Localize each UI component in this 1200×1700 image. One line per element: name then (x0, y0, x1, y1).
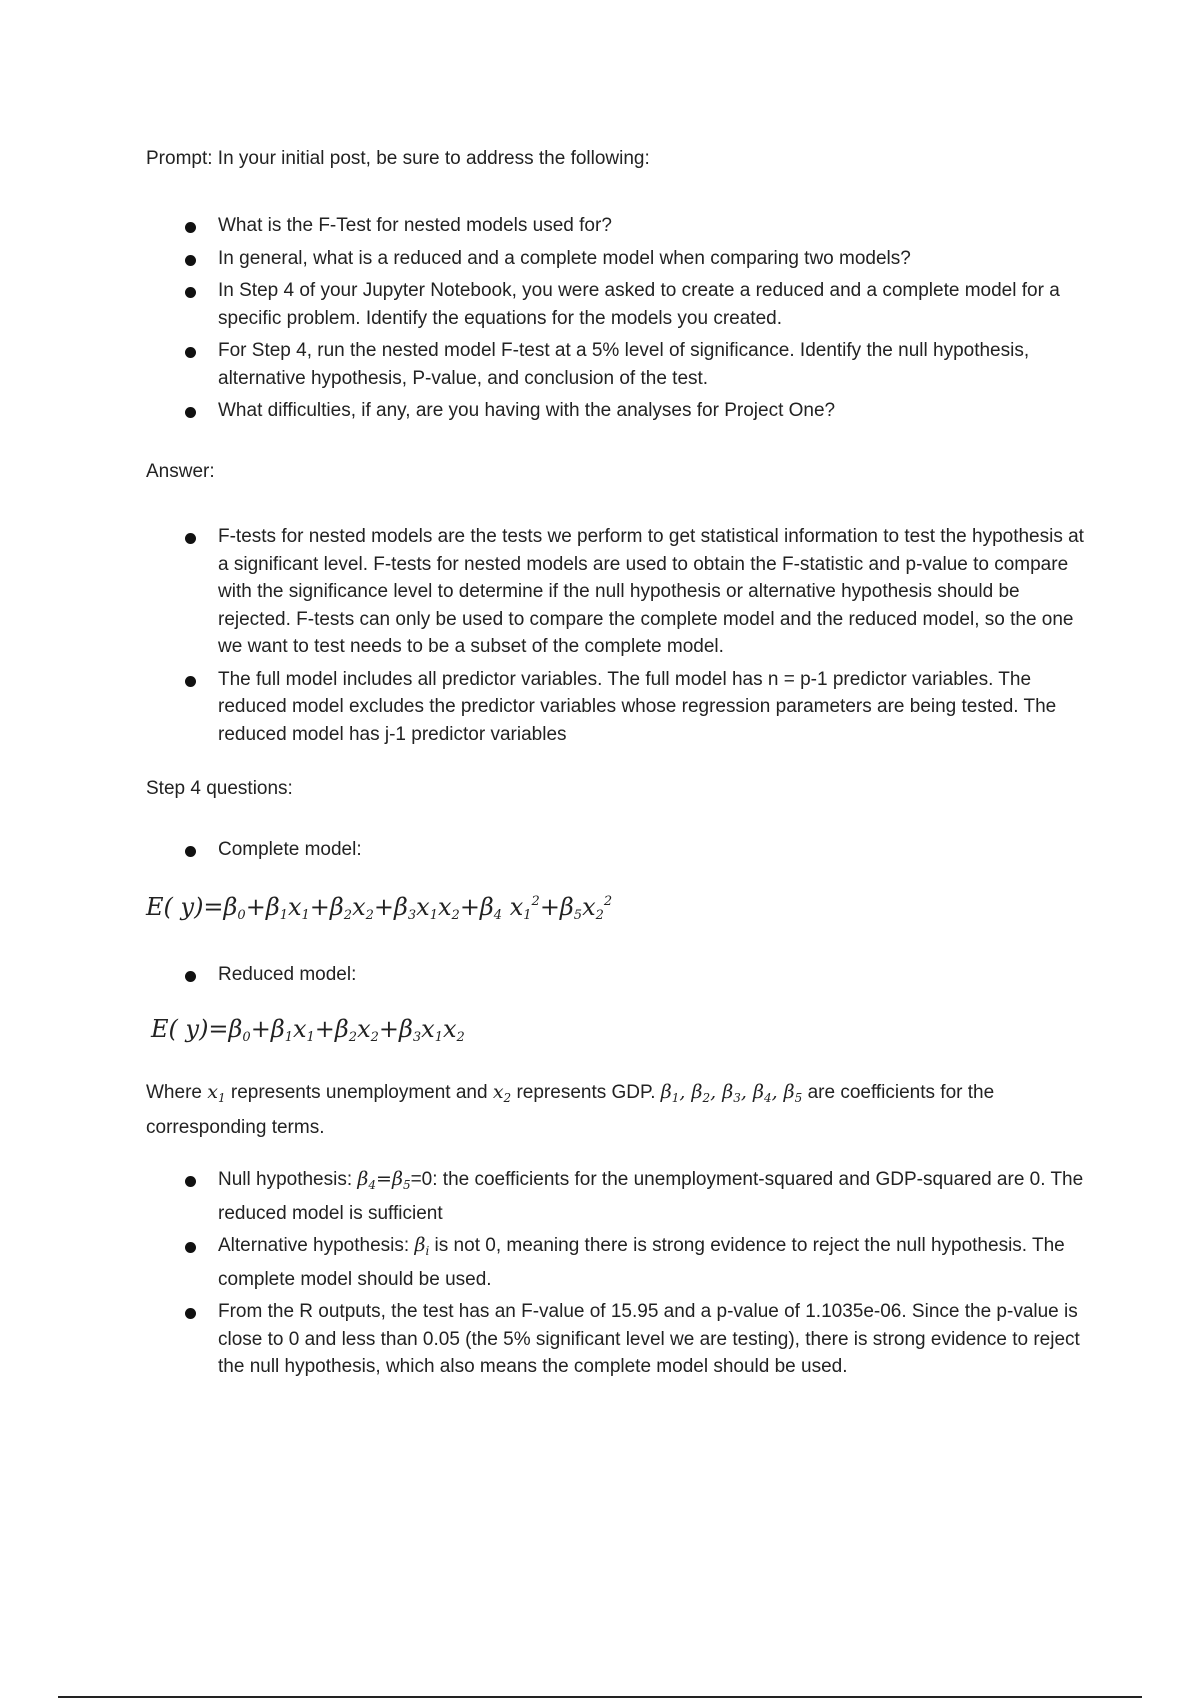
prompt-bullet-list (146, 212, 1096, 430)
where-text: are coefficients for the corresponding terms. (146, 1082, 995, 1138)
alt-text: is not 0, meaning there is strong evidence to reject the null hypothesis. The complete model should be used. (218, 1235, 1065, 1290)
answer-heading: Answer: (146, 461, 215, 482)
reduced-model-list (146, 961, 1096, 994)
where-text: represents GDP. (511, 1082, 661, 1103)
null-text: =0: the coefficients for the unemployment-squared and GDP-squared are 0. The reduced model is sufficient (218, 1169, 1084, 1224)
prompt-text: In your initial post, be sure to address the following: (212, 148, 650, 169)
list-item: F-tests for nested models are the tests we perform to get statistical information to test the hypothesis at a significant level. F-tests for nested models are used to obtain the F-statistic and p-value to compare with the significance level to determine if the null hypothesis or alternative hypothesis should be rejected. F-tests can only be used to compare the complete model and the reduced model, so the one we want to test needs to be a subset of the complete model. (146, 523, 1096, 661)
list-item: In Step 4 of your Jupyter Notebook, you were asked to create a reduced and a complete model for a specific problem. Identify the equations for the models you created. (146, 277, 1096, 332)
null-label: Null hypothesis: (218, 1169, 358, 1190)
x1-symbol: $x_1$ (207, 1081, 226, 1105)
where-text: Where (146, 1082, 208, 1103)
footer-divider (58, 1696, 1142, 1698)
null-hypothesis-item (146, 1166, 1096, 1227)
alternative-hypothesis-item (146, 1232, 1096, 1293)
reduced-model-equation: E( $y)=\beta_0+\beta_1x_1+\beta_2x_2+\beta_3x_1x_2$ (151, 1015, 465, 1045)
beta-i: $\beta_i$ (414, 1234, 430, 1258)
complete-model-label: Complete model: (146, 836, 1096, 864)
list-item: The full model includes all predictor variables. The full model has n = p-1 predictor variables. The reduced model excludes the predictor variables whose regression parameters are being tested. The reduced model has j-1 predictor variables (146, 666, 1096, 749)
hypothesis-list (146, 1166, 1096, 1386)
list-item: What difficulties, if any, are you having with the analyses for Project One? (146, 397, 1096, 425)
reduced-model-label: Reduced model: (146, 961, 1096, 989)
alt-label: Alternative hypothesis: (218, 1235, 415, 1256)
step4-heading: Step 4 questions: (146, 778, 293, 799)
answer-bullet-list (146, 523, 1096, 753)
prompt-label: Prompt: (146, 148, 213, 169)
complete-model-equation: E( $y)=\beta_0+\beta_1x_1+\beta_2x_2+\beta_3x_1x_2+\beta_4$ $x_1^2+\beta_5x_2^2$ (146, 893, 613, 923)
list-item: In general, what is a reduced and a complete model when comparing two models? (146, 245, 1096, 273)
prompt-line (146, 146, 650, 172)
list-item: For Step 4, run the nested model F-test at a 5% level of significance. Identify the null hypothesis, alternative hypothesis, P-value, and conclusion of the test. (146, 337, 1096, 392)
list-item: What is the F-Test for nested models used for? (146, 212, 1096, 240)
beta-list: $\beta_1$, $\beta_2$, $\beta_3$, $\beta_4$, $\beta_5$ (660, 1081, 803, 1105)
complete-model-list (146, 836, 1096, 869)
x2-symbol: $x_2$ (492, 1081, 512, 1105)
where-text: represents unemployment and (225, 1082, 493, 1103)
beta-45: $\beta_4=\beta_5$ (357, 1168, 411, 1192)
variable-definitions (146, 1077, 1086, 1143)
r-output-item: From the R outputs, the test has an F-value of 15.95 and a p-value of 1.1035e-06. Since the p-value is close to 0 and less than 0.05 (the 5% significant level we are testing), there is strong evidence to reject the null hypothesis, which also means the complete model should be used. (146, 1298, 1096, 1381)
